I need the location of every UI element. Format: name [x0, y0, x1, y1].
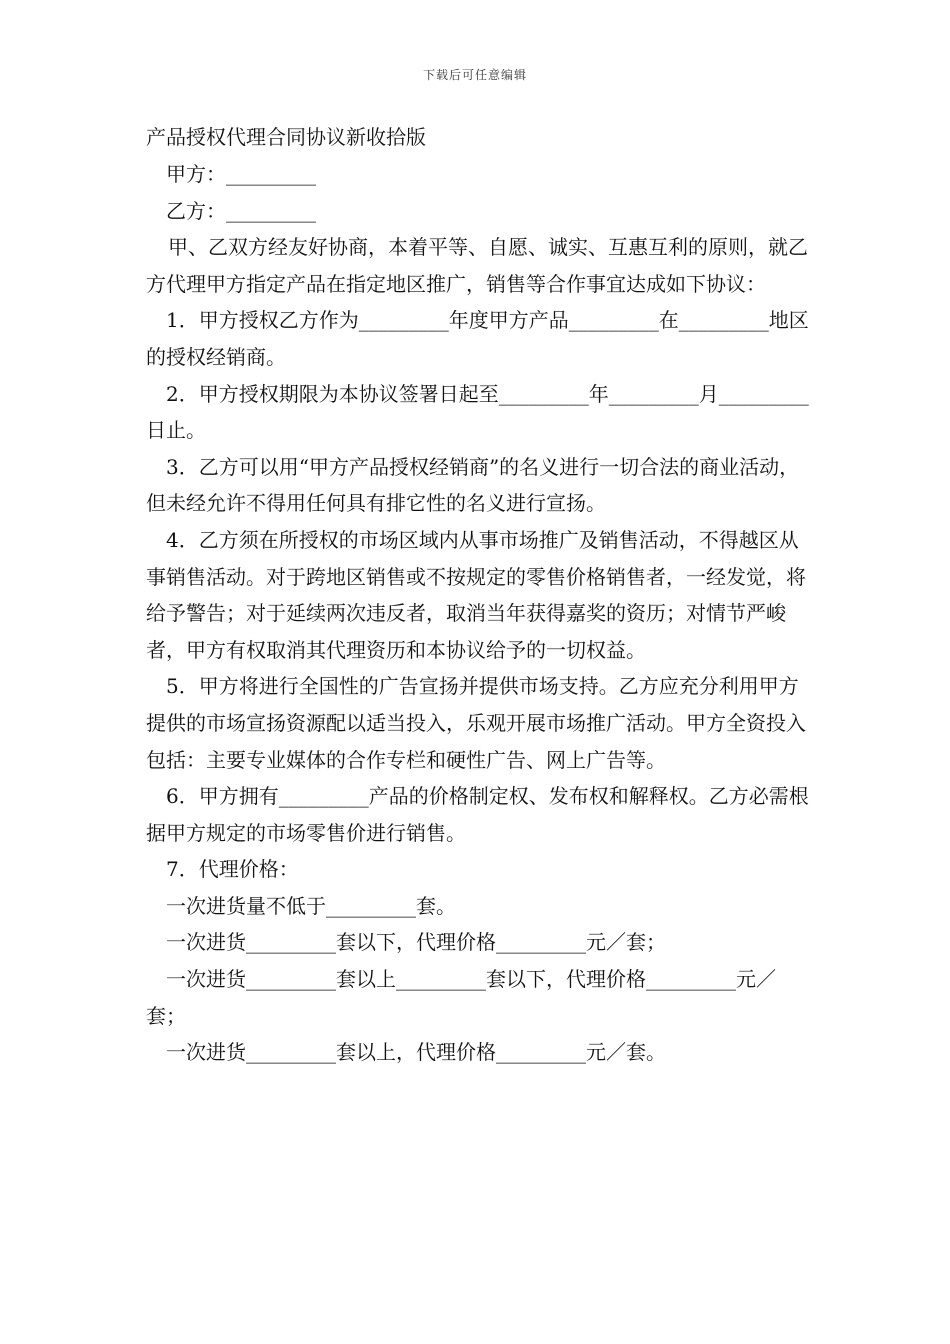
clause-6: 6．甲方拥有_________产品的价格制定权、发布权和解释权。乙方必需根据甲方规定的市场零售价进行销售。 — [146, 784, 809, 845]
clause-3: 3．乙方可以用“甲方产品授权经销商”的名义进行一切合法的商业活动，但未经允许不得用任何具有排它性的名义进行宣扬。 — [146, 454, 800, 516]
clause-4: 4．乙方须在所授权的市场区域内从事市场推广及销售活动，不得越区从事销售活动。对于跨地区销售或不按规定的零售价格销售者，一经发觉，将给予警告；对于延续两次违反者，取消当年获得嘉奖的资历；对情节严峻者，甲方有权取消其代理资历和本协议给予的一切权益。 — [146, 527, 806, 662]
price-tier-between: 一次进货_________套以上_________套以下，代理价格_________元／套； — [146, 967, 776, 1028]
clause-1: 1．甲方授权乙方作为_________年度甲方产品_________在_________地区的授权经销商。 — [146, 308, 809, 369]
document-title: 产品授权代理合同协议新收拾版 — [146, 125, 426, 149]
price-tier-below: 一次进货_________套以下，代理价格_________元／套； — [166, 930, 666, 955]
price-tier-above: 一次进货_________套以上，代理价格_________元／套。 — [166, 1040, 666, 1065]
price-minimum-order: 一次进货量不低于_________套。 — [166, 893, 456, 918]
party-b-line: 乙方：_________ — [166, 198, 316, 223]
page-header-note: 下载后可任意编辑 — [422, 68, 527, 82]
preamble-paragraph: 甲、乙双方经友好协商，本着平等、自愿、诚实、互惠互利的原则，就乙方代理甲方指定产品在指定地区推广，销售等合作事宜达成如下协议： — [146, 235, 808, 296]
clause-7-heading: 7．代理价格： — [166, 857, 299, 882]
document-body — [146, 156, 810, 1071]
party-a-line: 甲方：_________ — [166, 162, 316, 186]
clause-2: 2．甲方授权期限为本协议签署日起至_________年_________月_________日止。 — [146, 381, 809, 443]
clause-5: 5．甲方将进行全国性的广告宣扬并提供市场支持。乙方应充分利用甲方提供的市场宣扬资源配以适当投入，乐观开展市场推广活动。甲方全资投入包括：主要专业媒体的合作专栏和硬性广告、网上广告等。 — [146, 674, 806, 772]
